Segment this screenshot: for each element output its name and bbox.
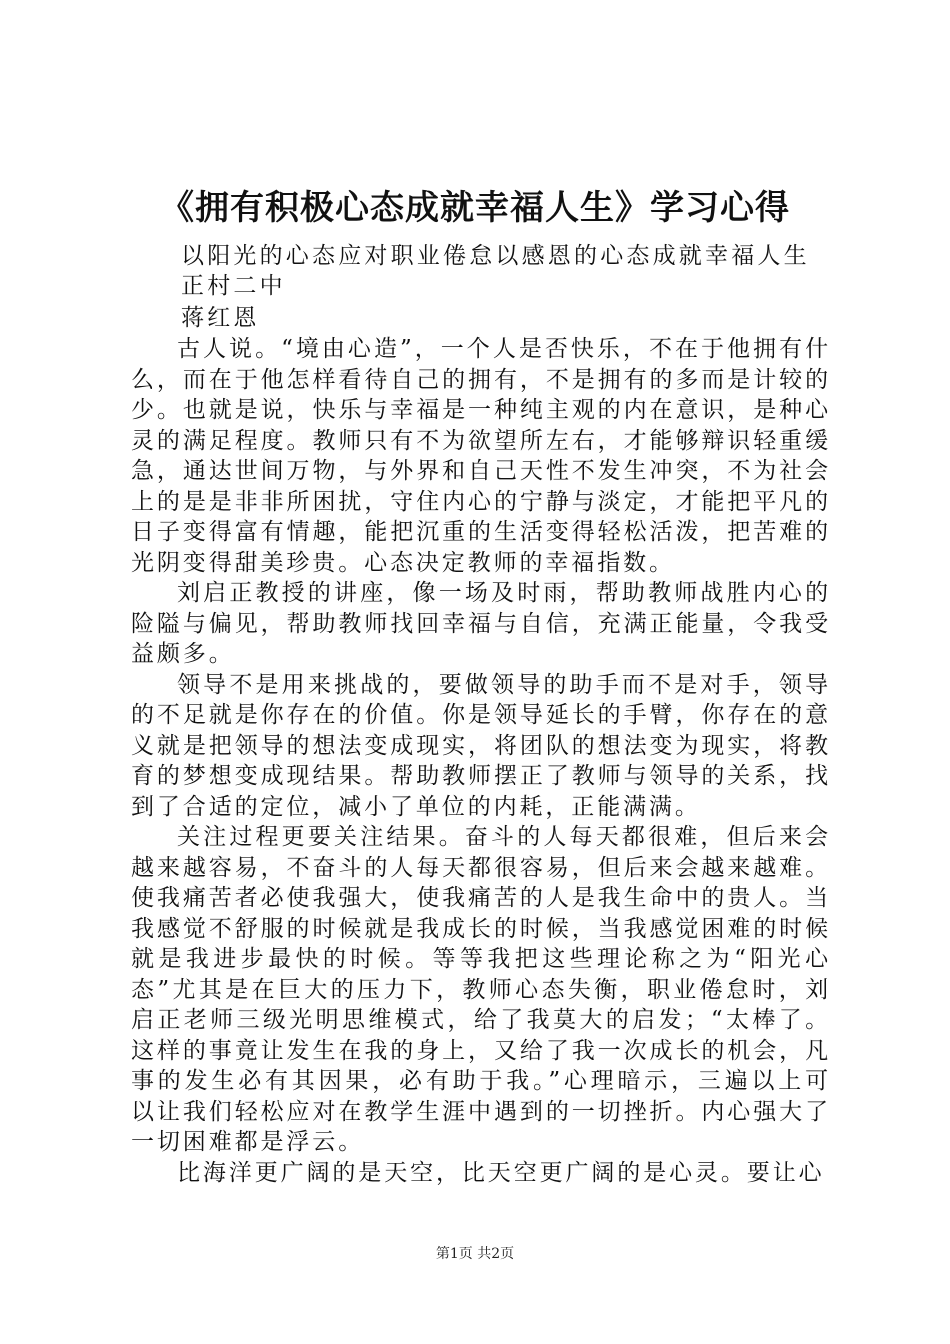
document-title: 《拥有积极心态成就幸福人生》学习心得 xyxy=(160,188,790,228)
paragraph-4: 关注过程更要关注结果。奋斗的人每天都很难，但后来会越来越容易，不奋斗的人每天都很容易，但后来会越来越难。使我痛苦者必使我强大，使我痛苦的人是我生命中的贵人。当我感觉不舒服的时候就是我成长的时候，当我感觉困难的时候就是我进步最快的时候。等等我把这些理论称之为“阳光心态”尤其是在巨大的压力下，教师心态失衡，职业倦怠时，刘启正老师三级光明思维模式，给了我莫大的启发；“太棒了。这样的事竟让发生在我的身上，又给了我一次成长的机会，凡事的发生必有其因果，必有助于我。”心理暗示，三遍以上可以让我们轻松应对在教学生涯中遇到的一切挫折。内心强大了一切困难都是浮云。 xyxy=(131,824,831,1155)
paragraph-2: 刘启正教授的讲座，像一场及时雨，帮助教师战胜内心的险隘与偏见，帮助教师找回幸福与自信，充满正能量，令我受益颇多。 xyxy=(131,580,831,667)
document-subtitle: 以阳光的心态应对职业倦怠以感恩的心态成就幸福人生 xyxy=(181,243,810,269)
document-body xyxy=(131,334,831,1188)
author-name: 蒋红恩 xyxy=(181,305,260,331)
paragraph-1: 古人说。“境由心造”，一个人是否快乐，不在于他拥有什么，而在于他怎样看待自己的拥有，不是拥有的多而是计较的少。也就是说，快乐与幸福是一种纯主观的内在意识，是种心灵的满足程度。教师只有不为欲望所左右，才能够辩识轻重缓急，通达世间万物，与外界和自己天性不发生冲突，不为社会上的是是非非所困扰，守住内心的宁静与淡定，才能把平凡的日子变得富有情趣，能把沉重的生活变得轻松活泼，把苦难的光阴变得甜美珍贵。心态决定教师的幸福指数。 xyxy=(131,336,831,576)
page-footer: 第1页 共2页 xyxy=(435,1246,515,1262)
paragraph-5: 比海洋更广阔的是天空，比天空更广阔的是心灵。要让心 xyxy=(177,1159,825,1186)
school-name: 正村二中 xyxy=(181,273,286,299)
paragraph-3: 领导不是用来挑战的，要做领导的助手而不是对手，领导的不足就是你存在的价值。你是领导延长的手臂，你存在的意义就是把领导的想法变成现实，将团队的想法变为现实，将教育的梦想变成现结果。帮助教师摆正了教师与领导的关系，找到了合适的定位，减小了单位的内耗，正能满满。 xyxy=(131,671,831,820)
